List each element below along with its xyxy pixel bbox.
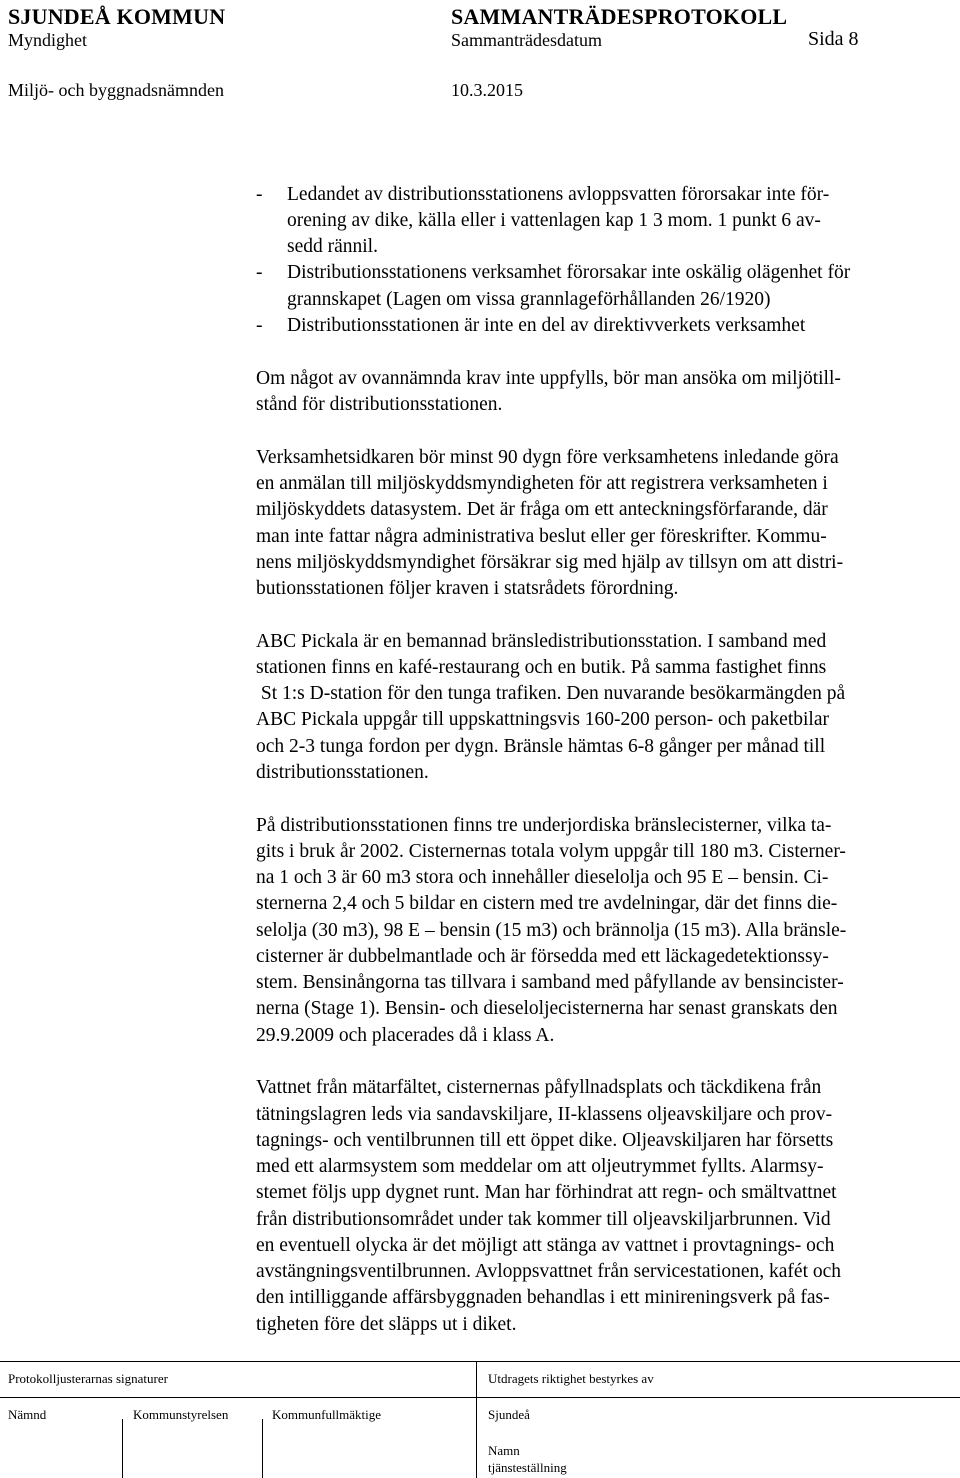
bullet-line: orening av dike, källa eller i vattenlagen kap 1 3 mom. 1 punkt 6 av- <box>287 210 821 231</box>
paragraph-line: stem. Bensinångorna tas tillvara i samband med påfyllande av bensincister- <box>256 972 844 993</box>
paragraph-line: tigheten före det släpps ut i diket. <box>256 1314 517 1335</box>
bullet-line: sedd rännil. <box>287 236 378 257</box>
paragraph-line: Om något av ovannämnda krav inte uppfylls, bör man ansöka om miljötill- <box>256 368 841 389</box>
authority-name: Miljö- och byggnadsnämnden <box>8 80 224 100</box>
signature-column-label: Nämnd <box>8 1407 47 1422</box>
paragraph-line: 29.9.2009 och placerades då i klass A. <box>256 1025 555 1046</box>
paragraph-line: gits i bruk år 2002. Cisternernas totala volym uppgår till 180 m3. Cisterner- <box>256 841 846 862</box>
paragraph-line: ABC Pickala uppgår till uppskattningsvis 160-200 person- och paketbilar <box>256 709 829 730</box>
bullet-line: grannskapet (Lagen om vissa grannlageförhållanden 26/1920) <box>287 289 771 310</box>
paragraph-line: den intilliggande affärsbyggnaden behandlas i ett minireningsverk på fas- <box>256 1287 830 1308</box>
signature-table <box>0 1361 960 1478</box>
bullet-dash: - <box>256 315 263 336</box>
meeting-date-label: Sammanträdesdatum <box>451 30 602 50</box>
bullet-line: Ledandet av distributionsstationens avloppsvatten förorsakar inte för- <box>287 184 830 205</box>
paragraph-line: St 1:s D-station för den tunga trafiken. Den nuvarande besökarmängden på <box>256 683 846 704</box>
signature-column-label: Kommunfullmäktige <box>272 1407 382 1422</box>
paragraph-line: butionsstationen följer kraven i statsrådets förordning. <box>256 578 679 599</box>
paragraph-line: cisterner är dubbelmantlade och är försedda med ett läckagedetektionssy- <box>256 946 829 967</box>
paragraph-line: Vattnet från mätarfältet, cisternernas påfyllnadsplats och täckdikena från <box>256 1077 822 1098</box>
paragraph-line: och 2-3 tunga fordon per dygn. Bränsle hämtas 6-8 gånger per månad till <box>256 736 826 757</box>
meeting-date: 10.3.2015 <box>451 80 523 100</box>
paragraph-line: ABC Pickala är en bemannad bränsledistributionsstation. I samband med <box>256 631 827 652</box>
signatures-heading: Protokolljusterarnas signaturer <box>8 1371 168 1386</box>
paragraph-line: na 1 och 3 är 60 m3 stora och innehåller dieselolja och 95 E – bensin. Ci- <box>256 867 829 888</box>
certification-place: Sjundeå <box>488 1407 530 1422</box>
paragraph-line: På distributionsstationen finns tre underjordiska bränslecisterner, vilka ta- <box>256 815 832 836</box>
paragraph-line: selolja (30 m3), 98 E – bensin (15 m3) och brännolja (15 m3). Alla bränsle- <box>256 920 847 941</box>
paragraph-line: en eventuell olycka är det möjligt att stänga av vattnet i provtagnings- och <box>256 1235 835 1256</box>
signature-column-label: Kommunstyrelsen <box>133 1407 229 1422</box>
table-border-top <box>0 1361 960 1362</box>
bullet-line: Distributionsstationen är inte en del av direktivverkets verksamhet <box>287 315 806 336</box>
certifier-position-label: tjänsteställning <box>488 1460 567 1475</box>
table-column-divider <box>122 1419 123 1478</box>
paragraph-line: Verksamhetsidkaren bör minst 90 dygn före verksamhetens inledande göra <box>256 447 839 468</box>
bullet-dash: - <box>256 262 263 283</box>
paragraph-line: stånd för distributionsstationen. <box>256 394 503 415</box>
page-number: Sida 8 <box>808 28 859 50</box>
bullet-line: Distributionsstationens verksamhet förorsakar inte oskälig olägenhet för <box>287 262 851 283</box>
paragraph-line: tätningslagren leds via sandavskiljare, II-klassens oljeavskiljare och prov- <box>256 1104 833 1125</box>
paragraph-line: stemet följs upp dygnet runt. Man har förhindrat att regn- och smältvattnet <box>256 1182 837 1203</box>
authority-label: Myndighet <box>8 30 87 50</box>
bullet-dash: - <box>256 184 263 205</box>
paragraph-line: sternerna 2,4 och 5 bildar en cistern med tre avdelningar, där det finns die- <box>256 893 838 914</box>
table-column-divider <box>262 1419 263 1478</box>
paragraph-line: man inte fattar några administrativa beslut eller ger föreskrifter. Kommu- <box>256 526 827 547</box>
municipality-name: SJUNDEÅ KOMMUN <box>8 4 226 29</box>
paragraph-line: med ett alarmsystem som meddelar om att oljeutrymmet fyllts. Alarmsy- <box>256 1156 824 1177</box>
paragraph-line: nens miljöskyddsmyndighet försäkrar sig med hjälp av tillsyn om att distri- <box>256 552 844 573</box>
table-row-divider <box>0 1397 960 1398</box>
document-type: SAMMANTRÄDESPROTOKOLL <box>451 4 788 29</box>
certification-heading: Utdragets riktighet bestyrkes av <box>488 1371 654 1386</box>
paragraph-line: tagnings- och ventilbrunnen till ett öppet dike. Oljeavskiljaren har försetts <box>256 1130 834 1151</box>
paragraph-line: avstängningsventilbrunnen. Avloppsvattnet från servicestationen, kafét och <box>256 1261 842 1282</box>
paragraph-line: från distributionsområdet under tak kommer till oljeavskiljarbrunnen. Vid <box>256 1209 831 1230</box>
table-column-divider <box>476 1361 477 1478</box>
paragraph-line: miljöskyddets datasystem. Det är fråga om ett anteckningsförfarande, där <box>256 499 828 520</box>
paragraph-line: distributionsstationen. <box>256 762 429 783</box>
paragraph-line: nerna (Stage 1). Bensin- och dieseloljecisternerna har senast granskats den <box>256 998 838 1019</box>
paragraph-line: en anmälan till miljöskyddsmyndigheten för att registrera verksamheten i <box>256 473 828 494</box>
certifier-name-label: Namn <box>488 1443 520 1458</box>
paragraph-line: stationen finns en kafé-restaurang och en butik. På samma fastighet finns <box>256 657 827 678</box>
